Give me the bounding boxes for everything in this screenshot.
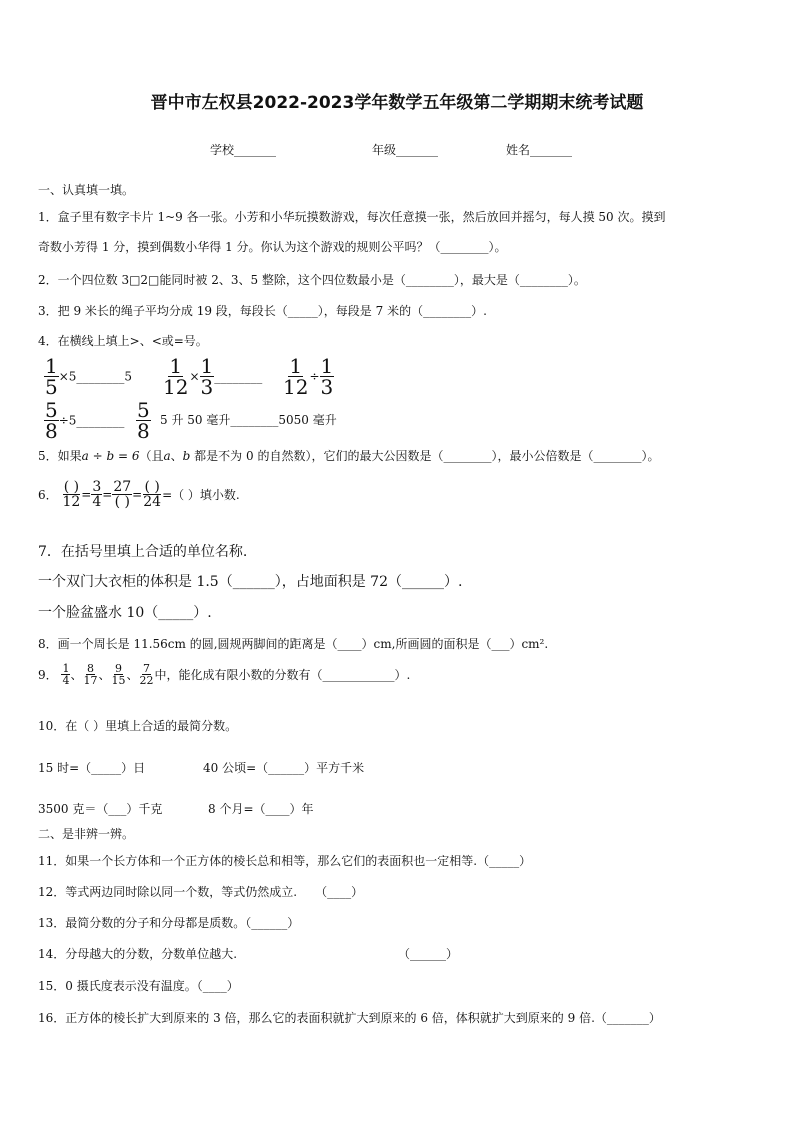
question-4-stem: 4．在横线上填上>、<或=号。 <box>38 334 208 348</box>
question-14-blank: （______） <box>398 947 459 961</box>
question-10-b: 40 公顷=（______）平方千米 <box>203 761 365 775</box>
question-6: 6． $\frac{( )}{12}$ = $\frac{3}{4}$ = $\frac{27}{( )}$ = $\frac{( )}{24}$ =（ ）填小数. <box>38 479 240 510</box>
fraction: $\frac{27}{( )}$ <box>113 479 132 510</box>
question-10-a: 15 时=（_____）日 <box>38 761 146 775</box>
question-7-stem: 7．在括号里填上合适的单位名称. <box>38 544 248 560</box>
question-1-line-1: 1．盒子里有数字卡片 1~9 各一张。小芳和小华玩摸数游戏，每次任意摸一张，然后放回并摇匀，每人摸 50 次。摸到 <box>38 210 666 224</box>
question-10-d: 8 个月=（____）年 <box>208 802 314 816</box>
fraction: $\frac{1}{5}$ <box>45 354 58 399</box>
question-4-row-1c: $\frac{1}{12}$ ÷ $\frac{1}{3}$ <box>283 354 334 399</box>
question-16: 16．正方体的棱长扩大到原来的 3 倍，那么它的表面积就扩大到原来的 6 倍，体积就扩大到原来的 9 倍.（_______） <box>38 1011 661 1025</box>
fraction: $\frac{1}{4}$ <box>62 662 70 687</box>
fraction: $\frac{5}{8}$ <box>45 398 58 443</box>
question-4-row-2b <box>136 400 151 441</box>
question-4-row-2c: 5 升 50 毫升________5050 毫升 <box>160 413 337 427</box>
question-15: 15．0 摄氏度表示没有温度。（____） <box>38 979 239 993</box>
question-4-row-1b: $\frac{1}{12}$ × $\frac{1}{3}$ ________ <box>163 354 263 399</box>
fraction: $\frac{8}{17}$ <box>83 662 98 687</box>
question-4-row-1a: $\frac{1}{5}$ ×5________5 <box>45 354 133 399</box>
grade-field: 年级_______ <box>372 143 439 157</box>
fraction: $\frac{1}{12}$ <box>283 354 309 399</box>
page-title: 晋中市左权县2022-2023学年数学五年级第二学期期末统考试题 <box>150 93 644 113</box>
fraction: $\frac{1}{3}$ <box>200 354 214 399</box>
question-2: 2．一个四位数 3□2□能同时被 2、3、5 整除，这个四位数最小是（________），最大是（________）。 <box>38 273 586 287</box>
name-field: 姓名_______ <box>506 143 573 157</box>
question-9: 9． $\frac{1}{4}$ 、 $\frac{8}{17}$ 、 $\frac{9}{15}$ 、 $\frac{7}{22}$ 中，能化成有限小数的分数有（____________）. <box>38 662 411 687</box>
fraction: $\frac{( )}{12}$ <box>62 479 81 510</box>
fraction: $\frac{7}{22}$ <box>139 662 154 687</box>
question-7-line-1: 一个双门大衣柜的体积是 1.5（______），占地面积是 72（______）. <box>38 574 463 590</box>
question-5: 5．如果a ÷ b = 6（且a、b 都是不为 0 的自然数），它们的最大公因数是（________），最小公倍数是（________）。 <box>38 449 660 463</box>
question-12: 12．等式两边同时除以同一个数，等式仍然成立. （____） <box>38 885 364 899</box>
school-field: 学校_______ <box>210 143 277 157</box>
question-13: 13．最简分数的分子和分母都是质数。（______） <box>38 916 300 930</box>
fraction: $\frac{3}{4}$ <box>92 479 102 510</box>
fraction: $\frac{9}{15}$ <box>111 662 126 687</box>
question-3: 3．把 9 米长的绳子平均分成 19 段，每段长（_____），每段是 7 米的（________）. <box>38 304 487 318</box>
question-8: 8．画一个周长是 11.56cm 的圆,圆规两脚间的距离是（____）cm,所画圆的面积是（___）cm². <box>38 637 549 651</box>
question-1-line-2: 奇数小芳得 1 分，摸到偶数小华得 1 分。你认为这个游戏的规则公平吗？（________）。 <box>38 240 507 254</box>
section-2-heading: 二、是非辨一辨。 <box>38 827 135 841</box>
fraction: $\frac{1}{12}$ <box>163 354 189 399</box>
fraction: $\frac{1}{3}$ <box>320 354 334 399</box>
fraction: $\frac{5}{8}$ <box>137 398 150 443</box>
question-7-line-2: 一个脸盆盛水 10（_____）. <box>38 605 212 621</box>
fraction: $\frac{( )}{24}$ <box>143 479 162 510</box>
question-10-c: 3500 克＝（___）千克 <box>38 802 163 816</box>
question-11: 11．如果一个长方体和一个正方体的棱长总和相等，那么它们的表面积也一定相等.（_____） <box>38 854 532 868</box>
question-14: 14．分母越大的分数，分数单位越大. <box>38 947 238 961</box>
section-1-heading: 一、认真填一填。 <box>38 183 135 197</box>
question-4-row-2a: $\frac{5}{8}$ ÷5________ <box>45 398 125 443</box>
question-10-stem: 10．在（ ）里填上合适的最简分数。 <box>38 719 238 733</box>
